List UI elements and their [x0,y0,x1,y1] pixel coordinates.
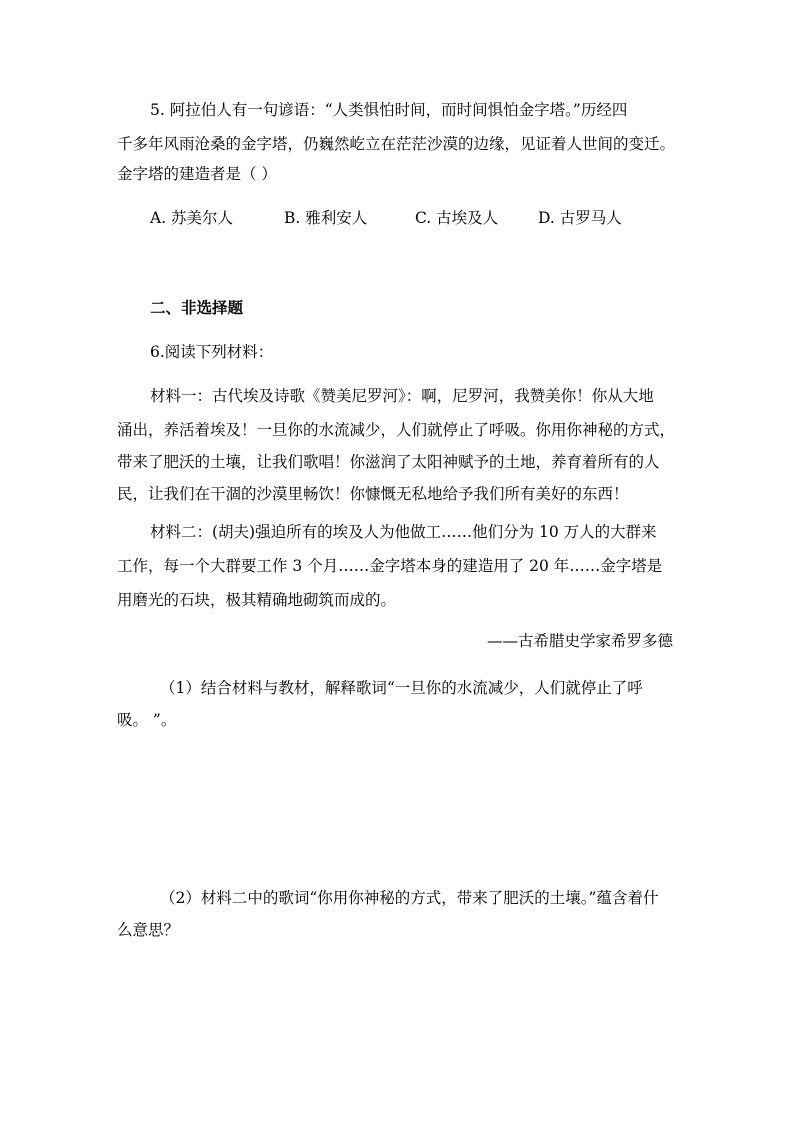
q5-option-b: B. 雅利安人 [284,209,368,227]
sub-question-2-line-1: （2）材料二中的歌词“你用你神秘的方式，带来了肥沃的土壤。”蕴含着什 [160,889,659,907]
q5-options [150,208,670,228]
q5-stem-line-2: 千多年风雨沧桑的金字塔，仍巍然屹立在茫茫沙漠的边缘，见证着人世间的变迁。 [117,135,676,153]
section-heading: 二、非选择题 [150,299,244,317]
material2-source: ——古希腊史学家希罗多德 [486,632,673,650]
material1-line-1: 材料一：古代埃及诗歌《赞美尼罗河》：啊，尼罗河，我赞美你！你从大地 [150,387,654,405]
q5-option-c: C. 古埃及人 [415,209,499,227]
material2-line-2: 工作，每一个大群要工作 3 个月……金字塔本身的建造用了 20 年……金字塔是 [117,557,663,575]
q6-intro: 6.阅读下列材料： [150,343,274,361]
material2-line-3: 用磨光的石块，极其精确地砌筑而成的。 [117,591,397,609]
material1-line-3: 带来了肥沃的土壤，让我们歌唱！你滋润了太阳神赋予的土地，养育着所有的人 [117,453,660,471]
material1-line-4: 民，让我们在干涸的沙漠里畅饮！你慷慨无私地给予我们所有美好的东西！ [117,485,629,503]
material1-line-2: 涌出，养活着埃及！一旦你的水流减少，人们就停止了呼吸。你用你神秘的方式， [117,421,676,439]
sub-question-1-line-2: 吸。 ”。 [117,711,177,729]
q5-stem-line-1: 5. 阿拉伯人有一句谚语：“人类惧怕时间，而时间惧怕金字塔。”历经四 [150,101,628,119]
q5-stem-line-3: 金字塔的建造者是（ ） [117,165,277,183]
q5-option-d: D. 古罗马人 [538,209,622,227]
sub-question-2-line-2: 么意思？ [117,921,180,939]
material2-line-1: 材料二：(胡夫)强迫所有的埃及人为他做工……他们分为 10 万人的大群来 [150,523,657,541]
sub-question-1-line-1: （1）结合材料与教材，解释歌词“一旦你的水流减少，人们就停止了呼 [160,679,643,697]
q5-option-a: A. 苏美尔人 [150,209,234,227]
